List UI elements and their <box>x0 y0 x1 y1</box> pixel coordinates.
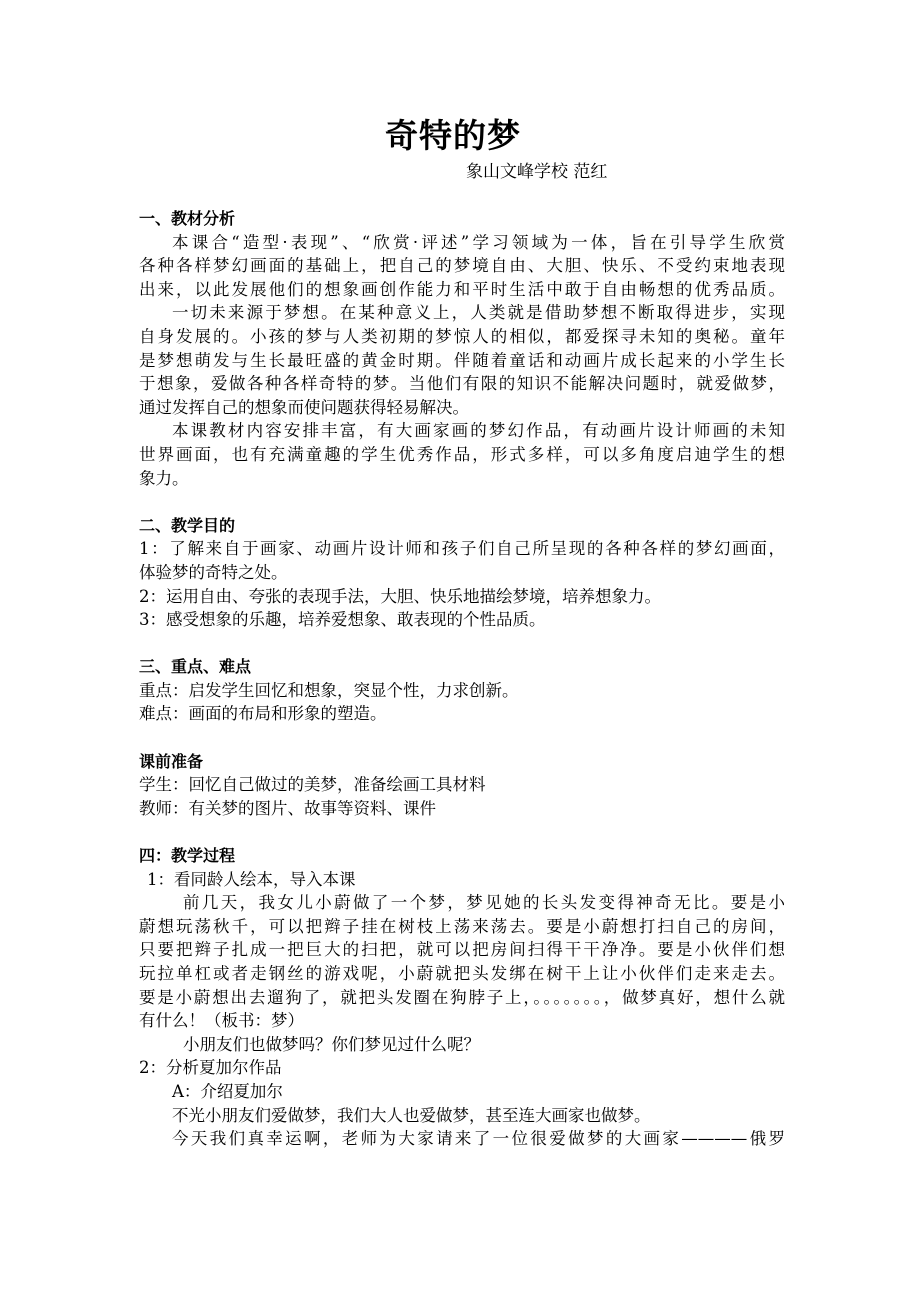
paragraph-line: 出来，以此发展他们的想象画创作能力和平时生活中敢于自由畅想的优秀品质。 <box>139 279 785 299</box>
paragraph-line: 于想象，爱做各种各样奇特的梦。当他们有限的知识不能解决问题时，就爱做梦， <box>139 374 785 394</box>
paragraph-line: 前几天，我女儿小蔚做了一个梦，梦见她的长头发变得神奇无比。要是小 <box>183 893 785 913</box>
blank-line <box>139 632 785 656</box>
blank-line <box>139 726 785 750</box>
document-body <box>139 207 785 1151</box>
section-heading-objectives: 二、教学目的 <box>139 515 236 535</box>
paragraph-line: 象力。 <box>139 468 189 488</box>
blank-line <box>139 490 785 514</box>
paragraph-line: 通过发挥自己的想象而使问题获得轻易解决。 <box>139 397 469 417</box>
paragraph-line: 世界画面，也有充满童趣的学生优秀作品，形式多样，可以多角度启迪学生的想 <box>139 444 785 464</box>
paragraph-line: 只要把辫子扎成一把巨大的扫把，就可以把房间扫得干干净净。要是小伙伴们想 <box>139 940 785 960</box>
list-item: 1：看同龄人绘本，导入本课 <box>147 869 356 889</box>
paragraph-line: 本课合“造型·表现”、“欣赏·评述”学习领域为一体，旨在引导学生欣赏 <box>172 232 785 252</box>
paragraph-line: 各种各样梦幻画面的基础上，把自己的梦境自由、大胆、快乐、不受约束地表现 <box>139 256 785 276</box>
section-heading-materials: 一、教材分析 <box>139 209 236 228</box>
paragraph-line: 一切未来源于梦想。在某种意义上，人类就是借助梦想不断取得进步，实现 <box>172 303 785 323</box>
paragraph-line: 有什么！（板书：梦） <box>139 1011 304 1031</box>
paragraph-line: 小朋友们也做梦吗？你们梦见过什么呢？ <box>183 1034 480 1054</box>
list-item: 难点：画面的布局和形象的塑造。 <box>139 704 387 724</box>
paragraph-line: 是梦想萌发与生长最旺盛的黄金时期。伴随着童话和动画片成长起来的小学生长 <box>139 350 785 370</box>
list-item: 学生：回忆自己做过的美梦，准备绘画工具材料 <box>139 775 486 795</box>
paragraph-line: 蔚想玩荡秋千，可以把辫子挂在树枝上荡来荡去。要是小蔚想打扫自己的房间， <box>139 916 785 936</box>
paragraph-line: 不光小朋友们爱做梦，我们大人也爱做梦，甚至连大画家也做梦。 <box>172 1105 651 1125</box>
list-item: 教师：有关梦的图片、故事等资料、课件 <box>139 798 436 818</box>
paragraph-line: 今天我们真幸运啊，老师为大家请来了一位很爱做梦的大画家————俄罗 <box>172 1129 785 1149</box>
section-heading-preparation: 课前准备 <box>139 751 204 771</box>
list-item: 3：感受想象的乐趣，培养爱想象、敢表现的个性品质。 <box>139 610 546 630</box>
paragraph-line: 玩拉单杠或者走钢丝的游戏呢，小蔚就把头发绑在树干上让小伙伴们走来走去。 <box>139 964 785 983</box>
section-heading-key-points: 三、重点、难点 <box>139 657 252 677</box>
list-item: 1：了解来自于画家、动画片设计师和孩子们自己所呈现的各种各样的梦幻画面， <box>139 539 785 559</box>
document-author: 象山文峰学校 范红 <box>466 162 608 182</box>
list-item: 2：运用自由、夸张的表现手法，大胆、快乐地描绘梦境，培养想象力。 <box>139 586 661 606</box>
section-heading-process: 四：教学过程 <box>139 846 236 866</box>
blank-line <box>139 820 785 844</box>
paragraph-line: 自身发展的。小孩的梦与人类初期的梦惊人的相似，都爱探寻未知的奥秘。童年 <box>139 326 785 346</box>
document-title: 奇特的梦 <box>385 116 521 155</box>
paragraph-line: 本课教材内容安排丰富，有大画家画的梦幻作品，有动画片设计师画的未知 <box>172 421 785 441</box>
list-item: 2：分析夏加尔作品 <box>139 1058 282 1078</box>
list-item: 重点：启发学生回忆和想象，突显个性，力求创新。 <box>139 680 519 700</box>
list-item: 体验梦的奇特之处。 <box>139 562 288 582</box>
paragraph-line: 要是小蔚想出去遛狗了，就把头发圈在狗脖子上，。。。。。。。，做梦真好，想什么就 <box>139 987 785 1007</box>
list-item: A：介绍夏加尔 <box>172 1081 283 1101</box>
